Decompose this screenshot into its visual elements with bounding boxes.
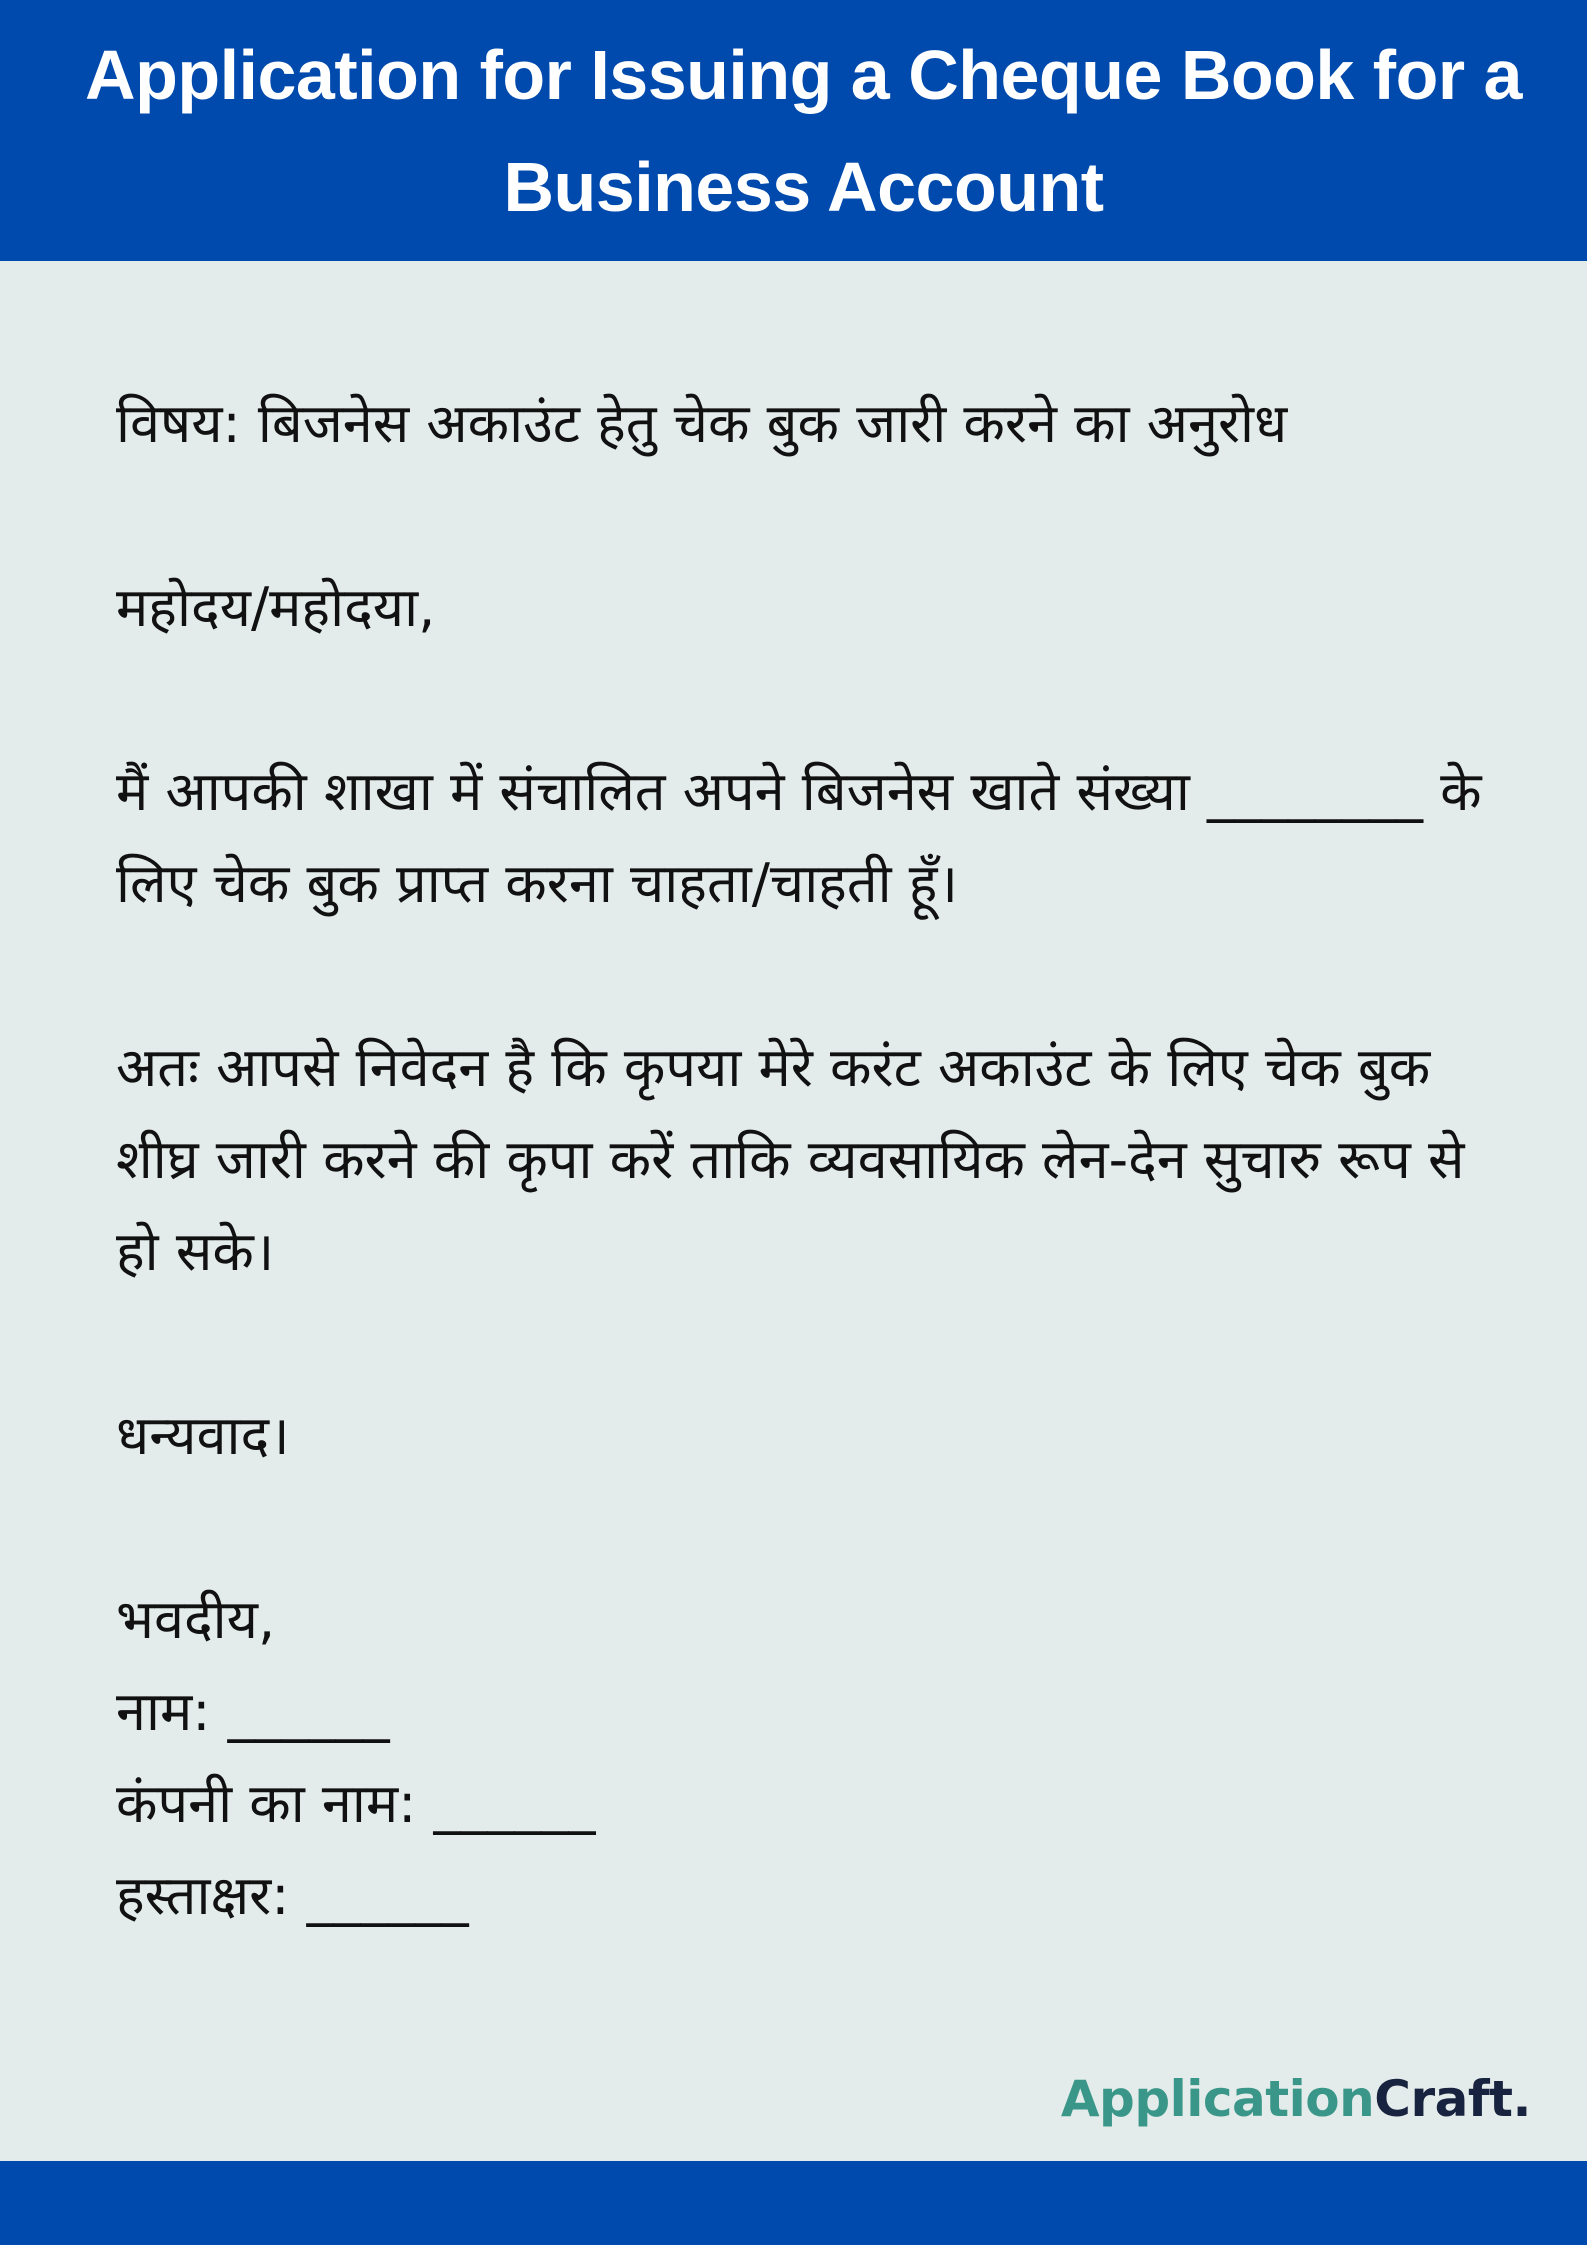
- logo-part-application: Application: [1060, 2070, 1375, 2128]
- paragraph-appeal: अतः आपसे निवेदन है कि कृपया मेरे करंट अकाउंट के लिए चेक बुक शीघ्र जारी करने की कृपा करें ताकि व्यवसायिक लेन-देन सुचारु रूप से हो सके।: [116, 1036, 1465, 1283]
- brand-logo: [1061, 2070, 1531, 2128]
- paragraph-request: मैं आपकी शाखा में संचालित अपने बिजनेस खाते संख्या ________ के लिए चेक बुक प्राप्त करना चाहता/चाहती हूँ।: [116, 760, 1482, 915]
- spacer: [116, 1298, 1496, 1390]
- spacer: [116, 654, 1496, 746]
- salutation: महोदय/महोदया,: [116, 576, 436, 639]
- spacer: [116, 470, 1496, 562]
- spacer: [116, 930, 1496, 1022]
- subject-line: विषय: बिजनेस अकाउंट हेतु चेक बुक जारी करने का अनुरोध: [116, 392, 1288, 455]
- page-title: Application for Issuing a Cheque Book for a Business Account: [85, 35, 1522, 226]
- thanks-line: धन्यवाद।: [116, 1404, 290, 1467]
- footer-bar: [0, 2161, 1587, 2245]
- closing-line: भवदीय,: [116, 1588, 276, 1651]
- letter-body: [116, 378, 1496, 1942]
- company-name-field-line: कंपनी का नाम: ______: [116, 1772, 596, 1835]
- spacer: [116, 1482, 1496, 1574]
- logo-part-craft: Craft.: [1374, 2070, 1531, 2128]
- signature-field-line: हस्ताक्षर: ______: [116, 1864, 469, 1927]
- name-field-line: नाम: ______: [116, 1680, 390, 1743]
- header-banner: [0, 0, 1587, 261]
